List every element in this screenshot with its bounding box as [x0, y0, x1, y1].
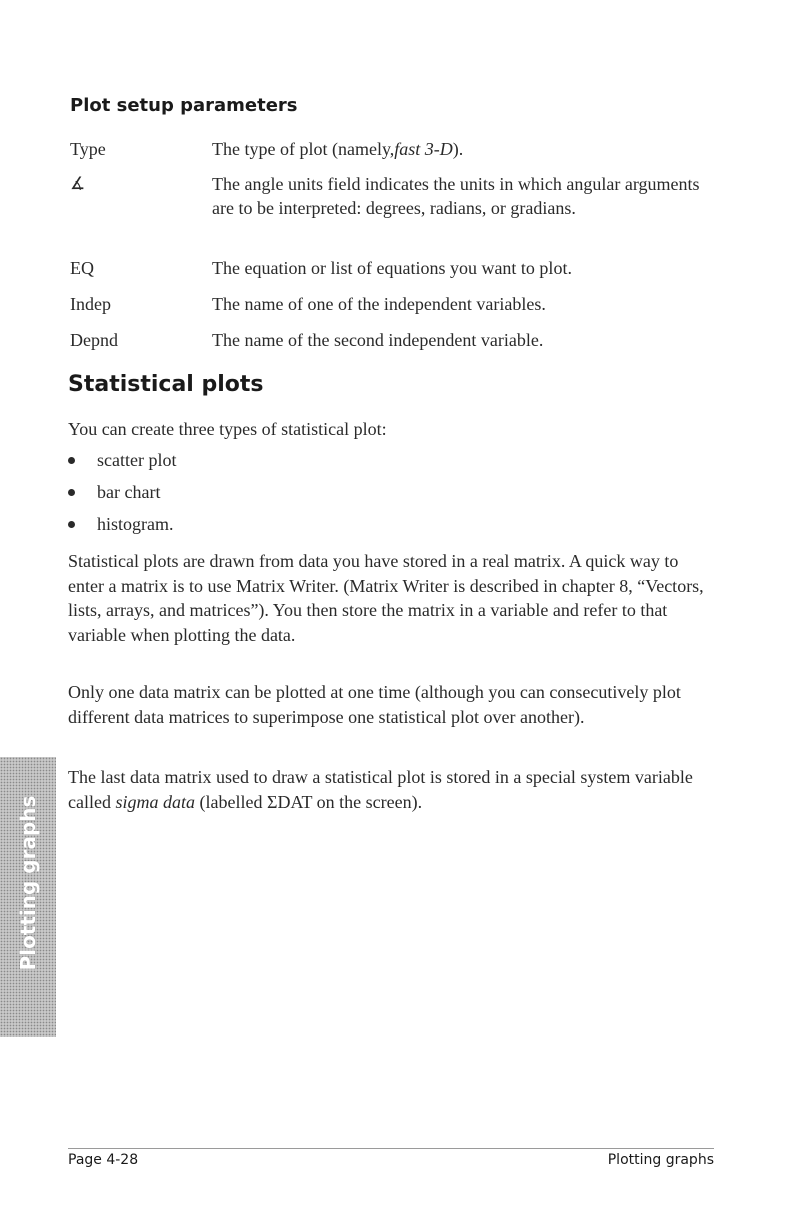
chapter-title: Plotting graphs: [607, 1152, 714, 1168]
page-number: Page 4-28: [68, 1152, 139, 1168]
section-heading-plot-setup: Plot setup parameters: [70, 95, 298, 116]
param-term: Depnd: [70, 330, 118, 350]
chapter-side-tab-label: Plotting graphs: [16, 795, 40, 971]
bullet-icon: [68, 457, 75, 464]
para3-text: The last data matrix used to draw a statistical plot is stored in a special system variable called: [68, 767, 693, 812]
param-desc-text: The type of plot (namely,: [212, 139, 395, 159]
param-term: Type: [70, 139, 106, 159]
intro-paragraph: You can create three types of statistical plot:: [68, 419, 387, 439]
list-item-text: bar chart: [97, 482, 161, 502]
body-paragraph-1: Statistical plots are drawn from data you have stored in a real matrix. A quick way to enter a matrix is to use Matrix Writer. (Matrix Writer is described in chapter 8, “Vectors, lists, arrays, and matrices”). You then store the matrix in a variable and refer to that variable when plotting the data.: [68, 551, 704, 645]
list-item-text: scatter plot: [97, 450, 177, 470]
list-item-text: histogram.: [97, 514, 174, 534]
param-desc: The name of one of the independent variables.: [212, 294, 546, 314]
bullet-icon: [68, 521, 75, 528]
bullet-icon: [68, 489, 75, 496]
param-desc: The equation or list of equations you want to plot.: [212, 258, 572, 278]
body-paragraph-2: Only one data matrix can be plotted at one time (although you can consecutively plot different data matrices to superimpose one statistical plot over another).: [68, 682, 681, 727]
body-paragraph-3: [68, 765, 718, 814]
para3-emphasis: sigma data: [115, 791, 195, 812]
param-term: EQ: [70, 258, 94, 278]
param-desc-emphasis: fast 3-D: [394, 139, 453, 159]
param-term: Indep: [70, 294, 111, 314]
section-heading-statistical-plots: Statistical plots: [68, 372, 264, 397]
footer-divider: [68, 1148, 714, 1149]
para3-text-end: (labelled ΣDAT on the screen).: [199, 791, 423, 812]
param-desc: The angle units field indicates the units in which angular arguments are to be interpreted: degrees, radians, or gradians.: [212, 174, 700, 218]
param-desc: [212, 137, 712, 161]
param-desc-text-end: ).: [452, 139, 464, 159]
param-desc: The name of the second independent variable.: [212, 330, 544, 350]
angle-icon: ∡: [70, 174, 85, 193]
